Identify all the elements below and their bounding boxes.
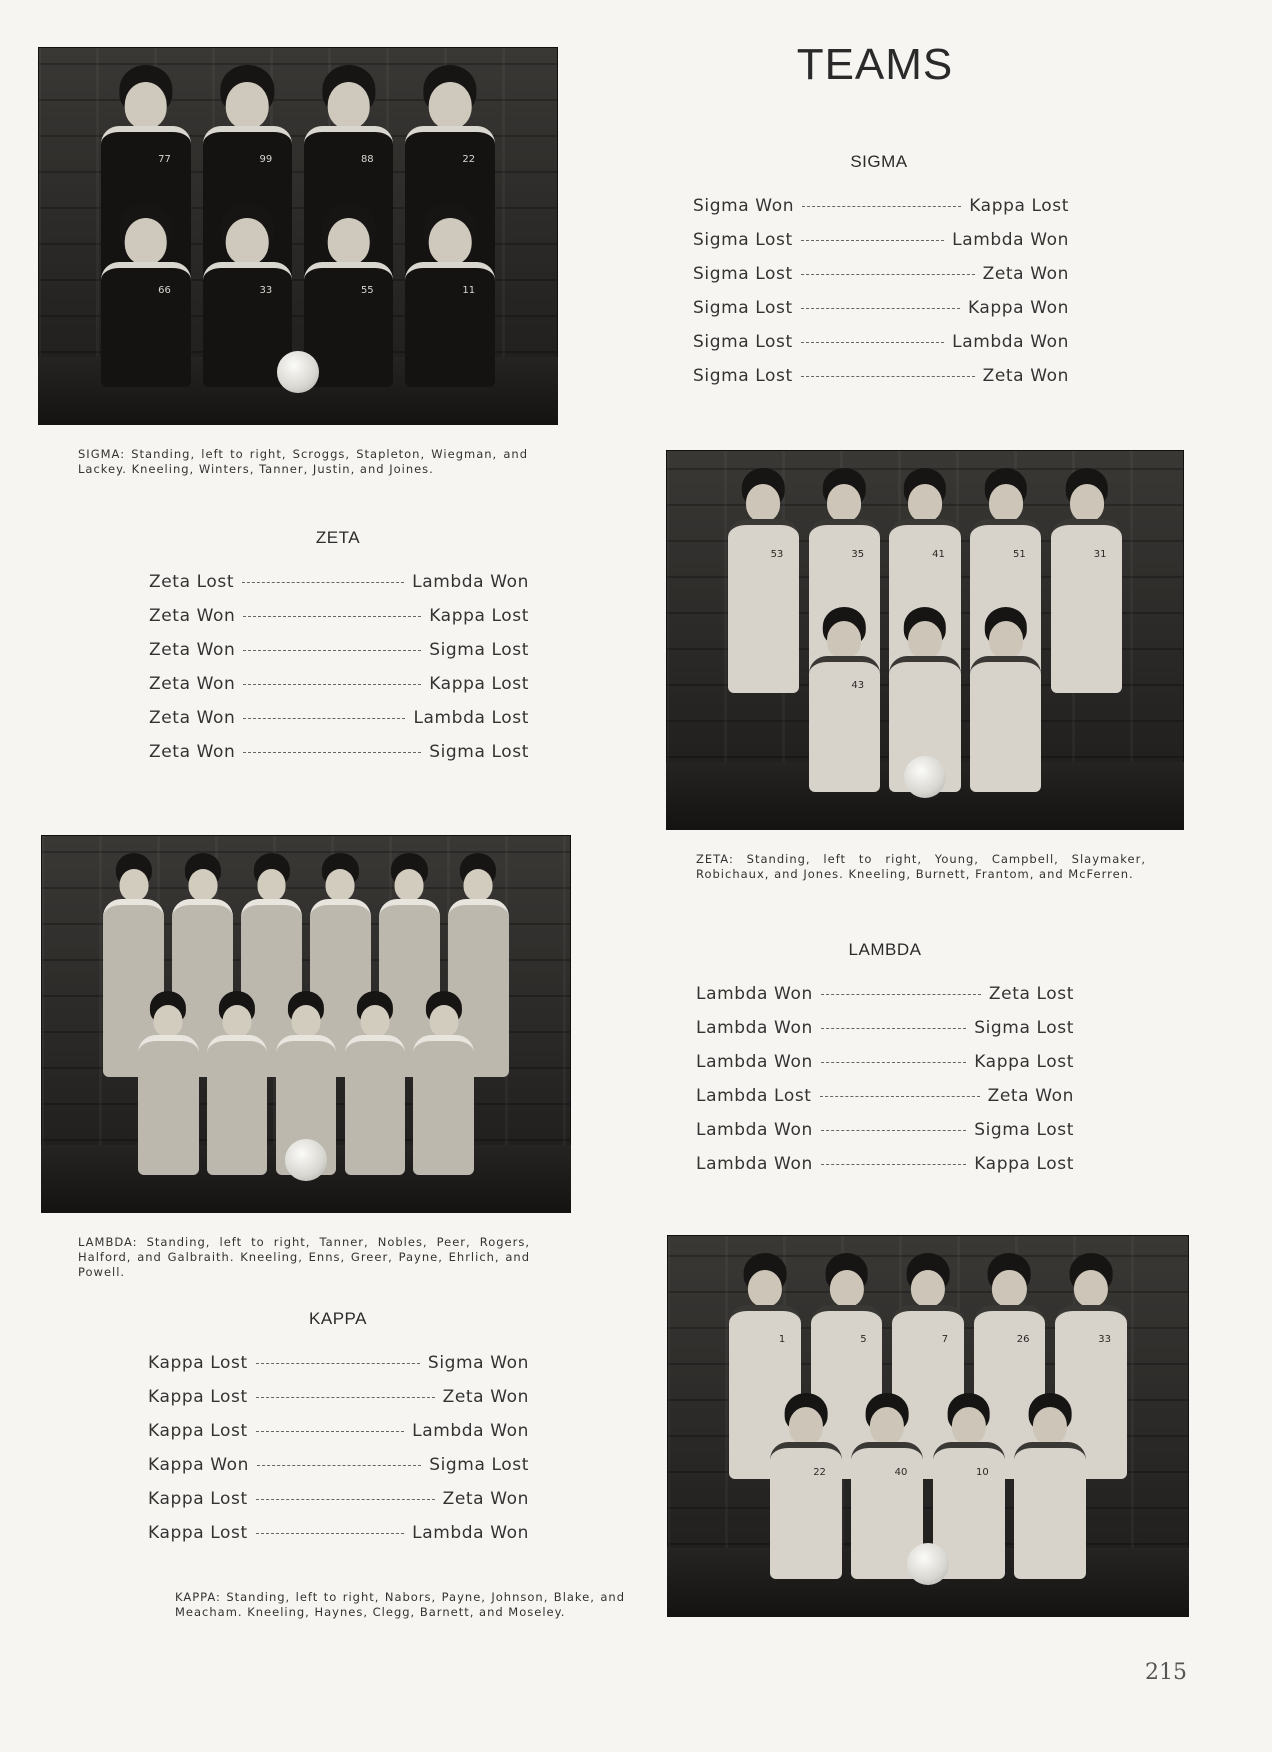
jersey-number: 33 — [1098, 1334, 1111, 1346]
result-opponent: Sigma Won — [427, 1353, 529, 1373]
result-row — [149, 640, 529, 674]
result-row — [149, 674, 529, 708]
volleyball — [285, 1139, 327, 1181]
result-row — [696, 984, 1074, 1018]
result-team: Zeta Won — [149, 708, 236, 728]
dashed-leader — [821, 1028, 966, 1029]
dashed-leader — [801, 376, 975, 377]
sigma-caption: SIGMA: Standing, left to right, Scroggs, Stapleton, Wiegman, and Lackey. Kneeling, Winters, Tanner, Justin, and Joines. — [78, 447, 528, 476]
result-row — [696, 1120, 1074, 1154]
result-opponent: Sigma Lost — [974, 1018, 1074, 1038]
result-team: Sigma Lost — [693, 230, 793, 250]
dashed-leader — [256, 1397, 435, 1398]
jersey-number: 26 — [1016, 1334, 1030, 1346]
dashed-leader — [243, 616, 421, 617]
result-opponent: Kappa Lost — [969, 196, 1069, 216]
jersey-number: 41 — [932, 548, 945, 560]
result-opponent: Lambda Won — [952, 230, 1069, 250]
jersey-number: 35 — [851, 548, 865, 560]
result-opponent: Zeta Lost — [988, 984, 1074, 1004]
sigma-results — [693, 196, 1069, 400]
dashed-leader — [821, 1130, 966, 1131]
result-team: Lambda Won — [696, 984, 813, 1004]
jersey-number: 5 — [860, 1334, 867, 1346]
dashed-leader — [242, 582, 404, 583]
result-row — [148, 1523, 529, 1557]
dashed-leader — [243, 684, 421, 685]
dashed-leader — [821, 1164, 966, 1165]
dashed-leader — [820, 1096, 980, 1097]
result-team: Kappa Lost — [148, 1489, 248, 1509]
jersey-number: 1 — [778, 1334, 786, 1346]
result-team: Zeta Lost — [149, 572, 235, 592]
volleyball — [907, 1543, 949, 1585]
result-team: Sigma Lost — [693, 332, 793, 352]
result-row — [693, 298, 1069, 332]
result-team: Kappa Lost — [148, 1421, 248, 1441]
team-member-figure — [770, 1403, 842, 1579]
result-team: Kappa Won — [148, 1455, 250, 1475]
zeta-results — [149, 572, 529, 776]
result-opponent: Kappa Won — [967, 298, 1069, 318]
result-opponent: Kappa Lost — [974, 1052, 1074, 1072]
lambda-team-photo — [41, 835, 571, 1213]
result-opponent: Kappa Lost — [974, 1154, 1074, 1174]
result-opponent: Lambda Won — [952, 332, 1069, 352]
jersey-number: 55 — [360, 284, 374, 296]
team-member-figure — [728, 480, 799, 693]
result-opponent: Lambda Won — [412, 1421, 529, 1441]
dashed-leader — [243, 752, 421, 753]
team-member-figure — [304, 213, 393, 387]
result-row — [696, 1018, 1074, 1052]
jersey-number: 40 — [894, 1466, 908, 1478]
lambda-caption: LAMBDA: Standing, left to right, Tanner, Nobles, Peer, Rogers, Halford, and Galbraith. Kneeling, Enns, Greer, Payne, Ehrlich, and Powell. — [78, 1235, 530, 1279]
kappa-caption: KAPPA: Standing, left to right, Nabors, Payne, Johnson, Blake, and Meacham. Kneeling, Haynes, Clegg, Barnett, and Moseley. — [175, 1590, 625, 1619]
result-row — [693, 196, 1069, 230]
team-member-figure — [970, 617, 1041, 792]
result-row — [149, 708, 529, 742]
jersey-number: 10 — [976, 1466, 989, 1478]
result-team: Sigma Lost — [693, 298, 793, 318]
result-team: Sigma Lost — [693, 264, 793, 284]
result-opponent: Zeta Won — [442, 1387, 529, 1407]
result-team: Sigma Lost — [693, 366, 793, 386]
result-team: Lambda Won — [696, 1154, 813, 1174]
result-team: Kappa Lost — [148, 1523, 248, 1543]
result-opponent: Lambda Lost — [413, 708, 529, 728]
result-row — [693, 264, 1069, 298]
result-team: Zeta Won — [149, 674, 236, 694]
result-opponent: Zeta Won — [987, 1086, 1074, 1106]
result-opponent: Sigma Lost — [429, 1455, 529, 1475]
dashed-leader — [802, 206, 961, 207]
dashed-leader — [801, 308, 960, 309]
result-opponent: Lambda Won — [412, 572, 529, 592]
page-title: TEAMS — [796, 40, 954, 89]
result-row — [693, 366, 1069, 400]
result-opponent: Lambda Won — [412, 1523, 529, 1543]
result-team: Lambda Won — [696, 1018, 813, 1038]
result-row — [148, 1421, 529, 1455]
result-row — [148, 1387, 529, 1421]
result-team: Zeta Won — [149, 640, 236, 660]
result-row — [149, 606, 529, 640]
dashed-leader — [256, 1363, 420, 1364]
dashed-leader — [257, 1465, 421, 1466]
result-team: Kappa Lost — [148, 1353, 248, 1373]
jersey-number: 22 — [462, 154, 476, 166]
volleyball — [904, 756, 946, 798]
dashed-leader — [801, 240, 944, 241]
result-team: Lambda Won — [696, 1052, 813, 1072]
result-row — [696, 1086, 1074, 1120]
jersey-number: 51 — [1012, 548, 1026, 560]
team-member-figure — [345, 1001, 406, 1175]
team-member-figure — [413, 1001, 474, 1175]
jersey-number: 43 — [851, 680, 865, 692]
result-team: Lambda Lost — [696, 1086, 812, 1106]
team-member-figure — [101, 213, 190, 387]
sigma-team-photo — [38, 47, 558, 425]
result-row — [148, 1353, 529, 1387]
zeta-heading: ZETA — [315, 528, 361, 547]
team-member-figure — [405, 213, 494, 387]
team-member-figure — [207, 1001, 268, 1175]
kappa-team-photo — [667, 1235, 1189, 1617]
result-team: Zeta Won — [149, 742, 236, 762]
dashed-leader — [801, 274, 975, 275]
result-opponent: Kappa Lost — [429, 606, 529, 626]
kappa-heading: KAPPA — [309, 1309, 367, 1328]
result-opponent: Sigma Lost — [974, 1120, 1074, 1140]
result-row — [149, 742, 529, 776]
dashed-leader — [256, 1533, 404, 1534]
jersey-number: 11 — [462, 284, 476, 296]
volleyball — [277, 351, 319, 393]
jersey-number: 33 — [259, 284, 273, 296]
dashed-leader — [821, 994, 981, 995]
jersey-number: 53 — [770, 548, 784, 560]
lambda-heading: LAMBDA — [848, 940, 922, 959]
dashed-leader — [243, 718, 405, 719]
result-team: Kappa Lost — [148, 1387, 248, 1407]
dashed-leader — [243, 650, 421, 651]
team-member-figure — [809, 617, 880, 792]
jersey-number: 31 — [1093, 548, 1107, 560]
result-team: Lambda Won — [696, 1120, 813, 1140]
team-member-figure — [138, 1001, 199, 1175]
jersey-number: 66 — [158, 284, 171, 296]
jersey-number: 7 — [941, 1334, 949, 1346]
result-row — [696, 1154, 1074, 1188]
team-member-figure — [1051, 480, 1122, 693]
result-row — [148, 1489, 529, 1523]
jersey-number: 88 — [360, 154, 374, 166]
result-opponent: Kappa Lost — [429, 674, 529, 694]
result-opponent: Zeta Won — [982, 366, 1069, 386]
jersey-number: 22 — [813, 1466, 826, 1478]
zeta-caption: ZETA: Standing, left to right, Young, Campbell, Slaymaker, Robichaux, and Jones. Kneeling, Burnett, Frantom, and McFerren. — [696, 852, 1146, 881]
result-row — [149, 572, 529, 606]
result-opponent: Zeta Won — [442, 1489, 529, 1509]
result-opponent: Zeta Won — [982, 264, 1069, 284]
dashed-leader — [801, 342, 944, 343]
team-member-figure — [1014, 1403, 1086, 1579]
page-number: 215 — [1145, 1660, 1187, 1685]
dashed-leader — [256, 1499, 435, 1500]
result-row — [693, 332, 1069, 366]
result-row — [696, 1052, 1074, 1086]
result-row — [148, 1455, 529, 1489]
jersey-number: 99 — [259, 154, 273, 166]
lambda-results — [696, 984, 1074, 1188]
dashed-leader — [256, 1431, 404, 1432]
dashed-leader — [821, 1062, 966, 1063]
result-row — [693, 230, 1069, 264]
result-opponent: Sigma Lost — [429, 640, 529, 660]
jersey-number: 77 — [158, 154, 171, 166]
kappa-results — [148, 1353, 529, 1557]
result-team: Sigma Won — [693, 196, 795, 216]
sigma-heading: SIGMA — [850, 152, 908, 171]
result-team: Zeta Won — [149, 606, 236, 626]
zeta-team-photo — [666, 450, 1184, 830]
result-opponent: Sigma Lost — [429, 742, 529, 762]
